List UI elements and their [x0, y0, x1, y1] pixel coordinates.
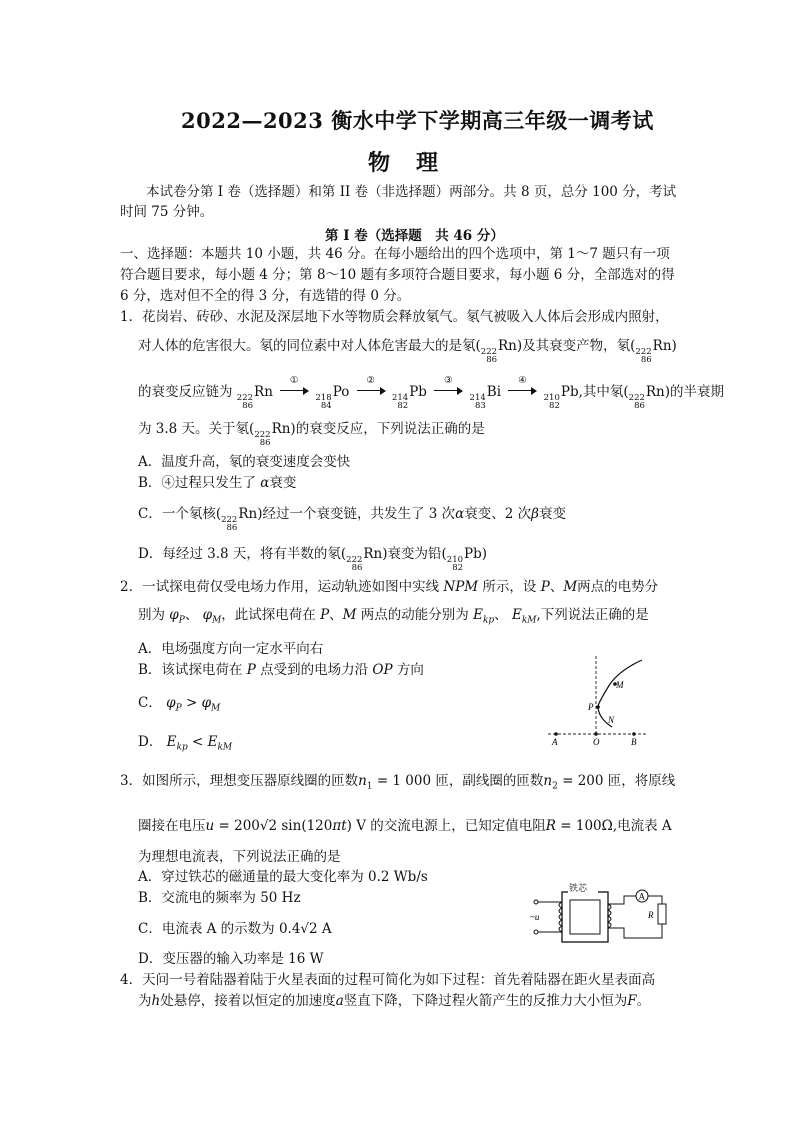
- q1-option-a: A．温度升高，氡的衰变速度会变快: [138, 454, 351, 470]
- nuclide-rn222: 222 86: [221, 515, 238, 533]
- nuclide-bi214: 214 83: [469, 393, 486, 411]
- trajectory-curve: [598, 660, 642, 727]
- decay-arrow-2: ②: [356, 381, 386, 397]
- point-p-dot: [596, 705, 600, 709]
- nuclide-rn222: 222 86: [254, 430, 271, 448]
- q1-stem-line-2: 对人体的危害很大。氡的同位素中对人体危害最大的是氡( 222 86 Rn)及其衰变产物，氡( 222 86 Rn): [138, 338, 677, 365]
- exam-title: 2022—2023 衡水中学下学期高三年级一调考试: [181, 108, 654, 133]
- subject-title: 物理: [368, 150, 465, 176]
- resistor-label: R: [648, 910, 654, 920]
- point-o-dot: [594, 732, 598, 736]
- q3-stem-line-1: 3．如图所示，理想变压器原线圈的匝数$n_1 = 1$ 000 匝，副线圈的匝数$n_2 = 200$ 匝，将原线: [120, 773, 676, 792]
- point-a-dot: [554, 732, 558, 736]
- nuclide-rn222: 222 86: [480, 347, 498, 365]
- instructions-line-3: 6 分，选对但不全的得 3 分，有选错的得 0 分。: [120, 288, 411, 304]
- q4-stem-line-1: 4．天问一号着陆器着陆于火星表面的过程可简化为如下过程：首先着陆器在距火星表面高: [120, 972, 656, 988]
- terminal-bottom: [534, 930, 538, 934]
- core-label: 铁芯: [569, 884, 588, 894]
- resistor-icon: [658, 904, 666, 924]
- nuclide-pb210: 210 82: [446, 555, 464, 573]
- iron-core-window: [570, 900, 600, 934]
- nuclide-pb214: 214 82: [391, 393, 409, 411]
- section-heading: 第 I 卷（选择题 共 46 分）: [325, 228, 504, 244]
- decay-arrow-3: ③: [433, 381, 463, 397]
- q3-option-d: D．变压器的输入功率是 16 W: [138, 951, 324, 967]
- q4-stem-line-2: 为h处悬停，接着以恒定的加速度a竖直下降，下降过程火箭产生的反推力大小恒为F。: [138, 993, 651, 1009]
- decay-arrow-1: ①: [279, 381, 309, 397]
- q3-stem-line-2: 圈接在电压u = 200√2 sin(120πt) V 的交流电源上，已知定值电阻R = 100Ω,电流表 A: [138, 818, 672, 834]
- q1-option-c: C．一个氡核( 222 86 Rn)经过一个衰变链，共发生了 3 次α衰变、2 次β衰变: [138, 506, 566, 533]
- q3-option-a: A．穿过铁芯的磁通量的最大变化率为 0.2 Wb/s: [138, 869, 428, 885]
- label-a: A: [552, 737, 558, 747]
- instructions-line-2: 符合题目要求，每小题 4 分；第 8～10 题有多项符合题目要求，每小题 6 分，全部选对的得: [120, 267, 675, 283]
- ammeter-label: A: [638, 891, 645, 902]
- instructions-line-1: 一、选择题：本题共 10 小题，共 46 分。在每小题给出的四个选项中，第 1～7 题只有一项: [120, 246, 670, 262]
- label-p: P: [588, 702, 594, 712]
- q3-option-b: B．交流电的频率为 50 Hz: [138, 890, 301, 906]
- q3-option-c: C．电流表 A 的示数为 0.4√2 A: [138, 921, 332, 937]
- nuclide-rn222: 222 86: [236, 393, 254, 411]
- nuclide-rn222: 222 86: [628, 393, 645, 411]
- point-b-dot: [632, 732, 636, 736]
- label-b: B: [631, 737, 637, 747]
- nuclide-rn222: 222 86: [346, 555, 363, 573]
- q2-stem-line-1: 2．一试探电荷仅受电场力作用，运动轨迹如图中实线 NPM 所示，设 P、M两点的电势分: [120, 579, 659, 595]
- decay-arrow-4: ④: [507, 381, 537, 397]
- q3-transformer-figure: [528, 880, 674, 948]
- q1-decay-chain: 的衰变反应链为 222 86 Rn ① 218 84 Po ② 214 82 Pb ③ 214 83 Bi ④ 210 82 Pb,其中氡( 222 86 Rn)的半衰期: [138, 375, 725, 411]
- intro-line-2: 时间 75 分钟。: [120, 204, 214, 220]
- nuclide-po218: 218 84: [315, 393, 332, 411]
- label-m: M: [616, 680, 624, 690]
- intro-line-1: 本试卷分第 I 卷（选择题）和第 II 卷（非选择题）两部分。共 8 页，总分 100 分，考试: [146, 184, 677, 200]
- q2-option-c: C． $\varphi_P > \varphi_M$: [138, 695, 221, 714]
- q3-stem-line-3: 为理想电流表，下列说法正确的是: [138, 849, 341, 865]
- q2-option-b: B．该试探电荷在 P 点受到的电场力沿 OP 方向: [138, 662, 424, 678]
- q2-trajectory-figure: [540, 650, 660, 750]
- label-o: O: [593, 737, 600, 747]
- q1-stem-line-4: 为 3.8 天。关于氡( 222 86 Rn)的衰变反应，下列说法正确的是: [138, 421, 485, 448]
- q1-option-b: B．④过程只发生了 α衰变: [138, 475, 297, 491]
- q2-stem-line-2: 别为 $\varphi_P$、 $\varphi_M$，此试探电荷在 P、M 两点的动能分别为 $E_{kp}$、 $E_{kM}$,下列说法正确的是: [138, 607, 649, 626]
- q2-option-d: D． $E_{kp} < E_{kM}$: [138, 734, 233, 753]
- nuclide-rn222: 222 86: [635, 347, 652, 365]
- q2-option-a: A．电场强度方向一定水平向右: [138, 641, 324, 657]
- q1-stem-line-1: 1．花岗岩、砖砂、水泥及深层地下水等物质会释放氡气。氡气被吸入人体后会形成内照射，: [120, 309, 669, 325]
- source-label: ~u: [530, 912, 540, 922]
- q1-option-d: D．每经过 3.8 天，将有半数的氡( 222 86 Rn)衰变为铅( 210 82 Pb): [138, 546, 488, 573]
- label-n: N: [608, 715, 615, 725]
- terminal-top: [534, 900, 538, 904]
- nuclide-pb210: 210 82: [543, 393, 560, 411]
